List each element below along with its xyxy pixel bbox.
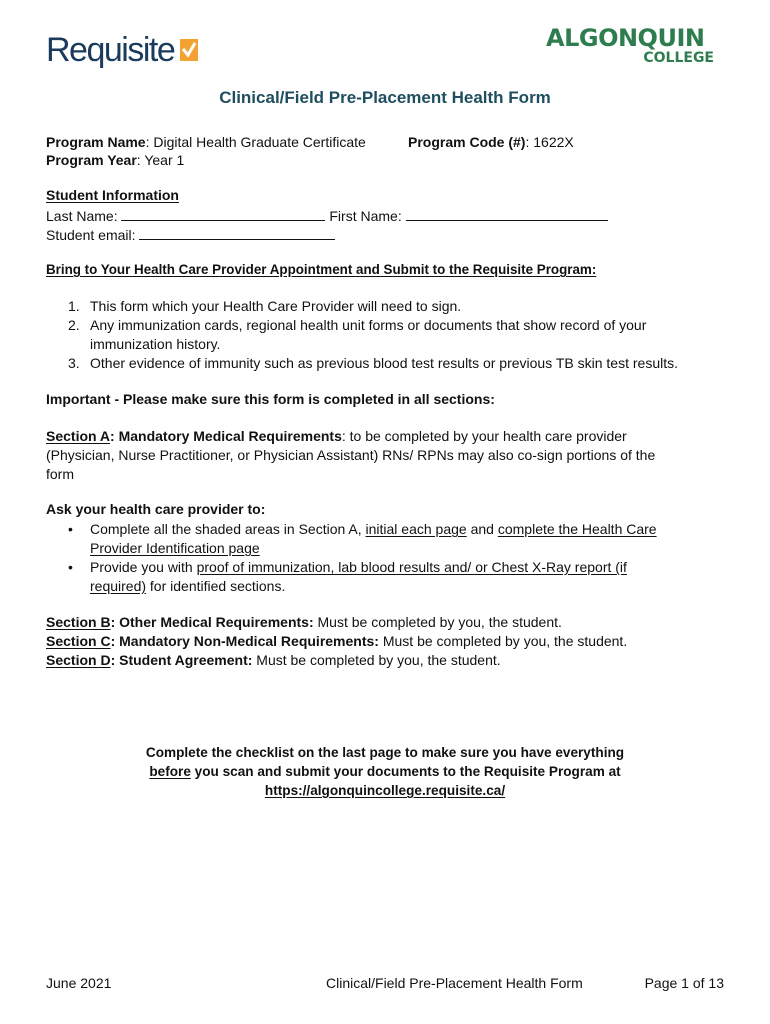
bullet-text: Provide you with — [90, 559, 197, 575]
section-row — [46, 651, 627, 670]
section-text: Must be completed by you, the student. — [378, 633, 628, 649]
checklist-before: before — [149, 764, 191, 779]
section-title: : Mandatory Non-Medical Requirements: — [110, 633, 379, 649]
first-name-field[interactable] — [406, 206, 608, 221]
list-item — [68, 297, 462, 316]
bullet-underlined: proof of immunization, lab blood results and/ or Chest X-Ray report (if — [196, 559, 627, 575]
list-item — [68, 354, 678, 373]
requisite-logo-text: Requisite — [46, 31, 175, 69]
sections-list — [46, 613, 627, 670]
program-year-value: : Year 1 — [136, 152, 185, 168]
section-title: : Other Medical Requirements: — [110, 614, 314, 630]
checkmark-icon — [180, 39, 198, 61]
checklist-line-1: Complete the checklist on the last page to make sure you have everything — [145, 745, 625, 760]
checklist-line-2: you scan and submit your documents to the Requisite Program at — [190, 764, 621, 779]
list-item-text: This form which your Health Care Provider will need to sign. — [90, 298, 462, 314]
section-a-block — [46, 427, 726, 484]
section-label: Section B — [46, 614, 111, 630]
section-text: Must be completed by you, the student. — [252, 652, 501, 668]
list-item-number: 3. — [68, 355, 80, 371]
program-name-row — [46, 134, 366, 150]
section-label: Section D — [46, 652, 111, 668]
page-title: Clinical/Field Pre-Placement Health Form — [219, 88, 551, 107]
algonquin-logo-line2: COLLEGE — [643, 50, 714, 66]
list-item — [68, 520, 657, 558]
bullet-underlined: initial each page — [365, 521, 467, 537]
bring-heading: Bring to Your Health Care Provider Appointment and Submit to the Requisite Program: — [46, 262, 597, 277]
checklist-note — [0, 743, 770, 800]
last-name-label: Last Name: — [46, 208, 118, 224]
bullet-text: Complete all the shaded areas in Section A, — [90, 521, 366, 537]
program-name-label: Program Name — [46, 134, 146, 150]
section-row — [46, 632, 627, 651]
ask-heading: Ask your health care provider to: — [46, 501, 266, 517]
list-item-number: 1. — [68, 298, 80, 314]
section-a-text: : to be completed by your health care provider — [341, 428, 627, 444]
list-item-text: Any immunization cards, regional health unit forms or documents that show record of your — [90, 317, 647, 333]
algonquin-logo — [546, 26, 718, 68]
section-row — [46, 613, 627, 632]
program-code-value: : 1622X — [525, 134, 574, 150]
footer-page-number: Page 1 of 13 — [644, 975, 724, 991]
section-a-text-3: form — [46, 466, 74, 482]
bullet-icon: • — [68, 559, 73, 575]
bullet-underlined: required) — [90, 578, 147, 594]
bullet-underlined: Provider Identification page — [90, 540, 260, 556]
student-info-heading: Student Information — [46, 187, 179, 203]
list-item-text: Other evidence of immunity such as previous blood test results or previous TB skin test results. — [90, 355, 678, 371]
footer-title: Clinical/Field Pre-Placement Health Form — [326, 975, 583, 991]
last-name-field[interactable] — [121, 206, 325, 221]
section-a-text-2: (Physician, Nurse Practitioner, or Physician Assistant) RNs/ RPNs may also co-sign portions of the — [46, 447, 656, 463]
list-item-text-cont: immunization history. — [90, 336, 221, 352]
program-year-row — [46, 152, 184, 168]
program-year-label: Program Year — [46, 152, 137, 168]
first-name-label: First Name: — [329, 208, 402, 224]
list-item-number: 2. — [68, 317, 80, 333]
section-a-label: Section A — [46, 428, 111, 444]
requisite-url-link[interactable]: https://algonquincollege.requisite.ca/ — [264, 783, 506, 798]
section-label: Section C — [46, 633, 111, 649]
bullet-text: for identified sections. — [146, 578, 286, 594]
bullet-underlined: complete the Health Care — [497, 521, 657, 537]
important-note: Important - Please make sure this form is completed in all sections: — [46, 391, 495, 407]
footer-date: June 2021 — [46, 975, 112, 991]
bullet-text: and — [466, 521, 498, 537]
program-code-row — [408, 134, 574, 150]
section-title: : Student Agreement: — [110, 652, 253, 668]
list-item — [68, 558, 627, 596]
email-row — [46, 225, 335, 243]
list-item — [68, 316, 647, 354]
algonquin-logo-line1: ALGONQUIN — [546, 24, 705, 52]
requisite-logo — [46, 30, 198, 72]
program-code-label: Program Code (#) — [408, 134, 526, 150]
email-field[interactable] — [139, 225, 335, 240]
email-label: Student email: — [46, 227, 136, 243]
program-name-value: : Digital Health Graduate Certificate — [145, 134, 366, 150]
last-name-row — [46, 206, 608, 224]
section-a-title: : Mandatory Medical Requirements — [110, 428, 342, 444]
bullet-icon: • — [68, 521, 73, 537]
section-text: Must be completed by you, the student. — [313, 614, 562, 630]
